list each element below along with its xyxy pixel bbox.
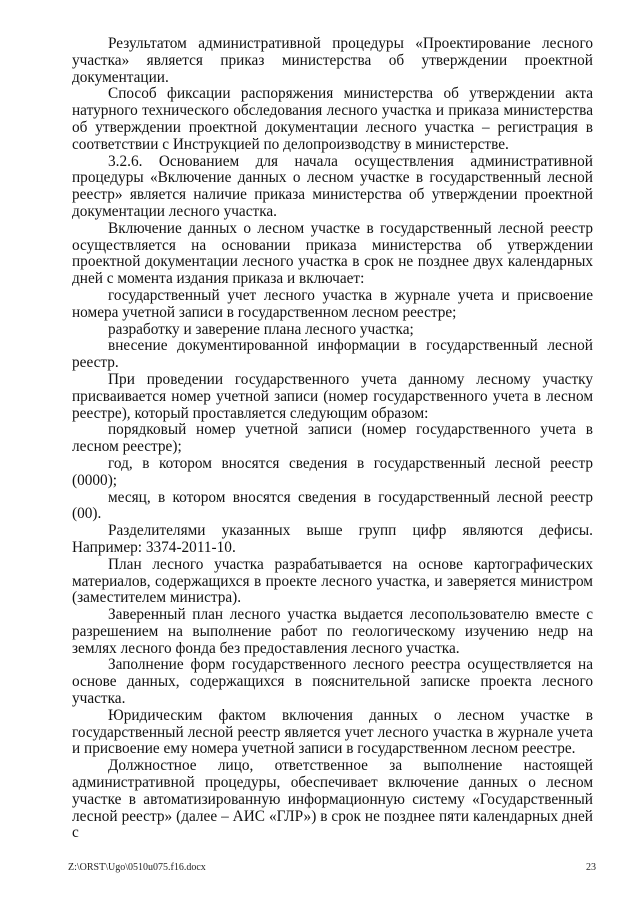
paragraph: разработку и заверение плана лесного участка; bbox=[108, 320, 414, 338]
document-body bbox=[72, 36, 593, 842]
paragraph: год, в котором вносятся сведения в государственный лесной реестр (0000); bbox=[72, 454, 593, 489]
paragraph: месяц, в котором вносятся сведения в государственный лесной реестр (00). bbox=[72, 488, 593, 523]
paragraph: Способ фиксации распоряжения министерства об утверждении акта натурного технического обследования лесного участка и приказа министерства об утверждении проектной документации лесного участка – регистрация в соответствии с Инструкцией по делопроизводству в министерстве. bbox=[72, 85, 593, 153]
paragraph: государственный учет лесного участка в журнале учета и присвоение номера учетной записи в государственном лесном реестре; bbox=[72, 286, 593, 321]
paragraph: Включение данных о лесном участке в государственный лесной реестр осуществляется на основании приказа министерства об утверждении проектной документации лесного участка в срок не позднее двух календарных дней с момента издания приказа и включает: bbox=[72, 219, 593, 288]
paragraph: Заполнение форм государственного лесного реестра осуществляется на основе данных, содержащихся в пояснительной записке проекта лесного участка. bbox=[72, 656, 593, 708]
footer-file-path: Z:\ORST\Ugo\0510u075.f16.docx bbox=[68, 862, 206, 873]
paragraph: Разделителями указанных выше групп цифр являются дефисы. Например: 3374-2011-10. bbox=[72, 522, 593, 556]
paragraph: Должностное лицо, ответственное за выполнение настоящей административной процедуры, обеспечивает включение данных о лесном участке в автоматизированную информационную систему «Государственный лесной реестр» (далее – АИС «ГЛР») в срок не позднее пяти календарных дней с bbox=[72, 757, 593, 842]
paragraph: При проведении государственного учета данному лесному участку присваивается номер учетной записи (номер государственного учета в лесном реестре), который проставляется следующим образом: bbox=[72, 370, 593, 422]
paragraph: внесение документированной информации в государственный лесной реестр. bbox=[72, 337, 593, 372]
paragraph: 3.2.6. Основанием для начала осуществления административной процедуры «Включение данных о лесном участке в государственный лесной реестр» является наличие приказа министерства об утверждении проектной документации лесного участка. bbox=[72, 152, 593, 220]
paragraph: Юридическим фактом включения данных о лесном участке в государственный лесной реестр является учет лесного участка в журнале учета и присвоение ему номера учетной записи в государственном лесном реестре. bbox=[72, 706, 593, 758]
footer-page-number: 23 bbox=[586, 862, 596, 873]
paragraph: Заверенный план лесного участка выдается лесопользователю вместе с разрешением на выполнение работ по геологическому изучению недр на землях лесного фонда без предоставления лесного участка. bbox=[72, 606, 593, 657]
paragraph: План лесного участка разрабатывается на основе картографических материалов, содержащихся в проекте лесного участка, и заверяется министром (заместителем министра). bbox=[72, 555, 593, 607]
paragraph: порядковый номер учетной записи (номер государственного учета в лесном реестре); bbox=[72, 421, 593, 456]
paragraph: Результатом административной процедуры «Проектирование лесного участка» является приказ министерства об утверждении проектной документации. bbox=[72, 35, 593, 86]
